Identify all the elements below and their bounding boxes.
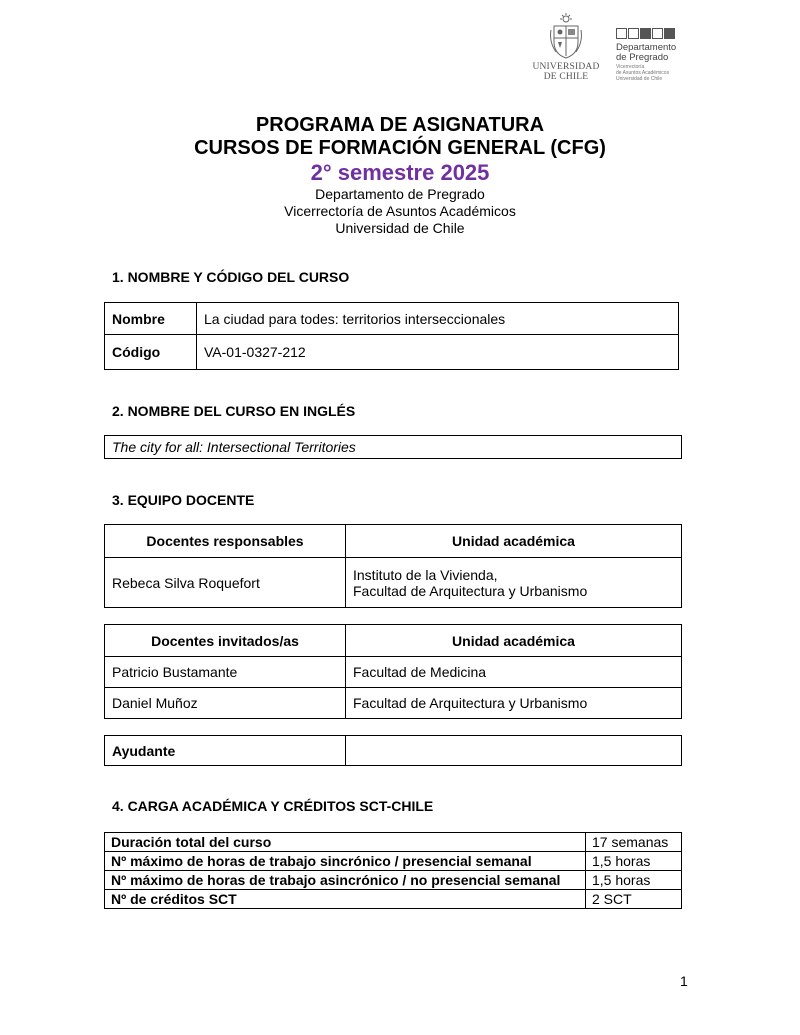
section4-heading: 4. CARGA ACADÉMICA Y CRÉDITOS SCT-CHILE [112, 798, 434, 814]
ayudante-value [346, 736, 682, 766]
table-row [105, 871, 682, 890]
codigo-value: VA-01-0327-212 [197, 335, 679, 370]
table-row [105, 736, 682, 766]
dept-logo-squares-icon [616, 28, 686, 39]
unidad-header: Unidad académica [346, 525, 682, 558]
table-row [105, 833, 682, 852]
semester-title: 2° semestre 2025 [310, 160, 490, 185]
invitado-unit: Facultad de Arquitectura y Urbanismo [346, 688, 682, 719]
section3-heading: 3. EQUIPO DOCENTE [112, 492, 255, 508]
course-name-code-table [104, 302, 679, 370]
codigo-label: Código [105, 335, 197, 370]
dept-logo-small3: Universidad de Chile [616, 76, 663, 82]
header-logos [528, 12, 686, 82]
academic-load-table [104, 832, 682, 909]
table-row [105, 335, 679, 370]
invitado-name: Daniel Muñoz [105, 688, 346, 719]
load-label: Nº máximo de horas de trabajo sincrónico / presencial semanal [105, 852, 586, 871]
invitado-name: Patricio Bustamante [105, 657, 346, 688]
dept-logo-title [616, 43, 686, 63]
load-value: 17 semanas [586, 833, 682, 852]
invitados-unidad-header: Unidad académica [346, 625, 682, 657]
section2-heading: 2. NOMBRE DEL CURSO EN INGLÉS [112, 403, 356, 419]
load-label: Nº de créditos SCT [105, 890, 586, 909]
table-row [105, 688, 682, 719]
invitados-header: Docentes invitados/as [105, 625, 346, 657]
responsables-header: Docentes responsables [105, 525, 346, 558]
load-value: 1,5 horas [586, 871, 682, 890]
university-name-line2: DE CHILE [543, 72, 589, 82]
nombre-value: La ciudad para todes: territorios interseccionales [197, 303, 679, 335]
table-row [105, 890, 682, 909]
responsable-name: Rebeca Silva Roquefort [105, 558, 346, 608]
subtitle-vicerrectoria: Vicerrectoría de Asuntos Académicos [284, 203, 516, 219]
table-row [105, 852, 682, 871]
nombre-label: Nombre [105, 303, 197, 335]
load-label: Nº máximo de horas de trabajo asincrónico / no presencial semanal [105, 871, 586, 890]
university-seal-icon [546, 12, 586, 60]
responsable-unit-line2: Facultad de Arquitectura y Urbanismo [353, 582, 588, 599]
dept-logo-subtitle [616, 64, 686, 82]
english-name-table [104, 435, 682, 459]
ayudante-label: Ayudante [105, 736, 346, 766]
ayudante-table [104, 735, 682, 766]
load-value: 1,5 horas [586, 852, 682, 871]
table-row [105, 625, 682, 657]
university-name-line1: UNIVERSIDAD [532, 62, 600, 72]
page-number: 1 [680, 973, 688, 989]
english-course-name: The city for all: Intersectional Territories [105, 436, 682, 459]
departamento-pregrado-logo [616, 12, 686, 82]
table-row [105, 525, 682, 558]
table-row [105, 657, 682, 688]
universidad-de-chile-logo [528, 12, 604, 82]
dept-logo-small2: de Asuntos Académicos [616, 70, 670, 76]
table-row [105, 436, 682, 459]
table-row [105, 303, 679, 335]
responsible-teachers-table [104, 524, 682, 608]
document-title-line2: CURSOS DE FORMACIÓN GENERAL (CFG) [194, 137, 606, 159]
subtitle-university: Universidad de Chile [335, 220, 465, 236]
load-value: 2 SCT [586, 890, 682, 909]
invitado-unit: Facultad de Medicina [346, 657, 682, 688]
dept-logo-line2: de Pregrado [616, 52, 669, 63]
section1-heading: 1. NOMBRE Y CÓDIGO DEL CURSO [112, 269, 350, 285]
document-title-line1: PROGRAMA DE ASIGNATURA [255, 114, 545, 136]
table-row [105, 558, 682, 608]
guest-teachers-table [104, 624, 682, 719]
load-label: Duración total del curso [105, 833, 586, 852]
responsable-unit [346, 558, 682, 608]
dept-logo-small1: Vicerrectoría [616, 64, 645, 70]
responsable-unit-line1: Instituto de la Vivienda, [353, 566, 498, 583]
dept-logo-line1: Departamento [616, 42, 677, 53]
university-name [532, 62, 599, 82]
subtitle-department: Departamento de Pregrado [315, 186, 485, 202]
